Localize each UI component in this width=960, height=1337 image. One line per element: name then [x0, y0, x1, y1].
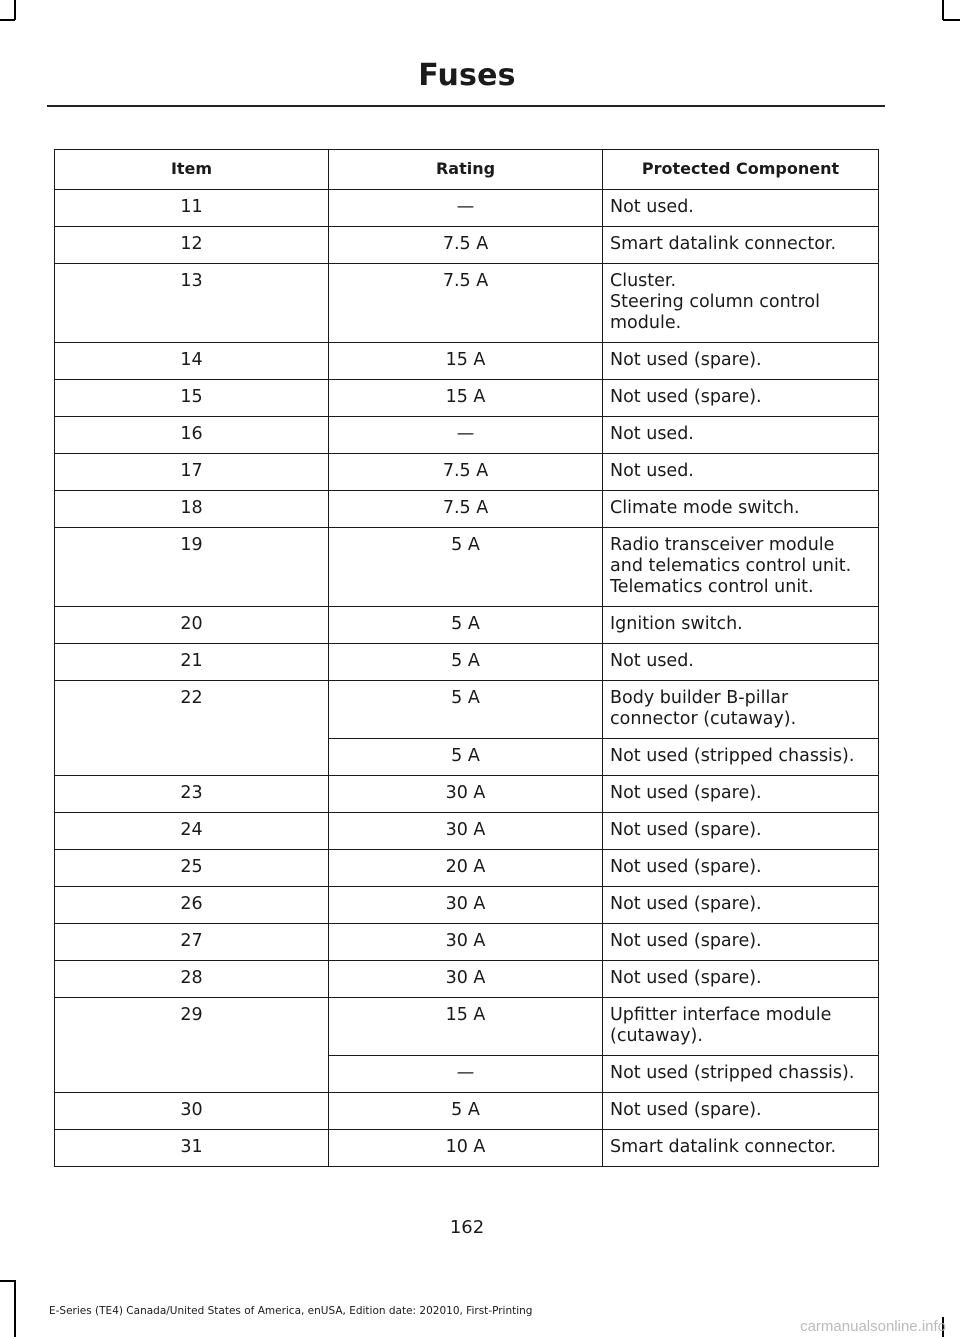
table-row	[55, 607, 879, 644]
table-row	[55, 1130, 879, 1167]
fuse-rating: 7.5 A	[329, 454, 603, 491]
fuse-rating: 5 A	[329, 644, 603, 681]
fuse-protected-component: Smart datalink connector.	[603, 1130, 879, 1167]
fuse-protected-component: Not used (spare).	[603, 776, 879, 813]
page-number: 162	[449, 1217, 485, 1238]
table-row	[55, 924, 879, 961]
fuse-protected-component: Not used (stripped chassis).	[603, 1056, 879, 1093]
fuse-protected-component: Not used (spare).	[603, 887, 879, 924]
fuse-item-number: 20	[55, 607, 329, 644]
fuse-rating: 5 A	[329, 681, 603, 739]
crop-mark	[14, 0, 16, 20]
column-header-item: Item	[55, 150, 329, 190]
table-row	[55, 528, 879, 607]
fuse-protected-component: Not used (spare).	[603, 380, 879, 417]
table-row	[55, 850, 879, 887]
fuse-protected-component: Not used (spare).	[603, 961, 879, 998]
table-row	[55, 1093, 879, 1130]
fuse-item-number: 22	[55, 681, 329, 776]
table-row	[55, 343, 879, 380]
fuse-table-body	[55, 190, 879, 1167]
fuse-protected-component: Not used (spare).	[603, 850, 879, 887]
fuse-item-number: 17	[55, 454, 329, 491]
crop-mark	[943, 19, 960, 21]
fuse-rating: 30 A	[329, 924, 603, 961]
table-row	[55, 190, 879, 227]
fuse-protected-component: Not used (spare).	[603, 343, 879, 380]
table-row	[55, 998, 879, 1056]
table-row	[55, 417, 879, 454]
watermark-text: carmanualsonline.info	[800, 1318, 946, 1335]
table-row	[55, 961, 879, 998]
table-row	[55, 887, 879, 924]
fuse-item-number: 31	[55, 1130, 329, 1167]
title-divider	[47, 105, 885, 107]
fuse-rating: 15 A	[329, 998, 603, 1056]
fuse-item-number: 24	[55, 813, 329, 850]
fuse-rating: 30 A	[329, 813, 603, 850]
fuse-item-number: 23	[55, 776, 329, 813]
fuse-item-number: 19	[55, 528, 329, 607]
fuse-item-number: 25	[55, 850, 329, 887]
table-row	[55, 644, 879, 681]
fuse-protected-component: Cluster. Steering column control module.	[603, 264, 879, 343]
crop-mark	[0, 1280, 15, 1282]
table-row	[55, 491, 879, 528]
fuse-protected-component: Not used.	[603, 417, 879, 454]
crop-mark	[942, 0, 944, 20]
fuse-item-number: 15	[55, 380, 329, 417]
fuse-rating: 30 A	[329, 887, 603, 924]
fuse-item-number: 29	[55, 998, 329, 1093]
fuse-protected-component: Smart datalink connector.	[603, 227, 879, 264]
fuse-item-number: 26	[55, 887, 329, 924]
fuse-item-number: 12	[55, 227, 329, 264]
fuse-rating: 5 A	[329, 1093, 603, 1130]
fuse-rating: 15 A	[329, 380, 603, 417]
fuse-item-number: 16	[55, 417, 329, 454]
fuse-item-number: 14	[55, 343, 329, 380]
fuse-item-number: 27	[55, 924, 329, 961]
fuse-protected-component: Not used (spare).	[603, 924, 879, 961]
fuse-protected-component: Upfitter interface module (cutaway).	[603, 998, 879, 1056]
table-row	[55, 813, 879, 850]
fuse-item-number: 11	[55, 190, 329, 227]
fuse-rating: 15 A	[329, 343, 603, 380]
column-header-rating: Rating	[329, 150, 603, 190]
fuse-rating: 5 A	[329, 607, 603, 644]
fuse-rating: —	[329, 417, 603, 454]
fuse-rating: 10 A	[329, 1130, 603, 1167]
fuse-rating: 7.5 A	[329, 264, 603, 343]
fuse-protected-component: Not used (spare).	[603, 1093, 879, 1130]
fuse-rating: 5 A	[329, 528, 603, 607]
fuse-item-number: 13	[55, 264, 329, 343]
page-title: Fuses	[418, 58, 516, 93]
fuse-table	[54, 149, 879, 1167]
fuse-rating: —	[329, 1056, 603, 1093]
fuse-rating: 30 A	[329, 961, 603, 998]
crop-mark	[14, 1280, 16, 1337]
table-header-row	[55, 150, 879, 190]
fuse-protected-component: Not used.	[603, 190, 879, 227]
table-row	[55, 380, 879, 417]
fuse-protected-component: Ignition switch.	[603, 607, 879, 644]
column-header-protected-component: Protected Component	[603, 150, 879, 190]
fuse-protected-component: Not used (spare).	[603, 813, 879, 850]
fuse-rating: 5 A	[329, 739, 603, 776]
fuse-item-number: 30	[55, 1093, 329, 1130]
fuse-protected-component: Not used (stripped chassis).	[603, 739, 879, 776]
fuse-protected-component: Climate mode switch.	[603, 491, 879, 528]
fuse-rating: 30 A	[329, 776, 603, 813]
fuse-rating: 7.5 A	[329, 491, 603, 528]
table-row	[55, 681, 879, 739]
fuse-item-number: 28	[55, 961, 329, 998]
fuse-protected-component: Not used.	[603, 454, 879, 491]
fuse-protected-component: Body builder B-pillar connector (cutaway).	[603, 681, 879, 739]
fuse-item-number: 21	[55, 644, 329, 681]
fuse-rating: —	[329, 190, 603, 227]
table-row	[55, 776, 879, 813]
fuse-rating: 7.5 A	[329, 227, 603, 264]
footer-text: E-Series (TE4) Canada/United States of America, enUSA, Edition date: 202010, First-Printing	[49, 1305, 533, 1317]
table-row	[55, 454, 879, 491]
table-row	[55, 264, 879, 343]
fuse-rating: 20 A	[329, 850, 603, 887]
table-row	[55, 227, 879, 264]
fuse-item-number: 18	[55, 491, 329, 528]
crop-mark	[0, 19, 15, 21]
fuse-protected-component: Radio transceiver module and telematics control unit. Telematics control unit.	[603, 528, 879, 607]
fuse-protected-component: Not used.	[603, 644, 879, 681]
